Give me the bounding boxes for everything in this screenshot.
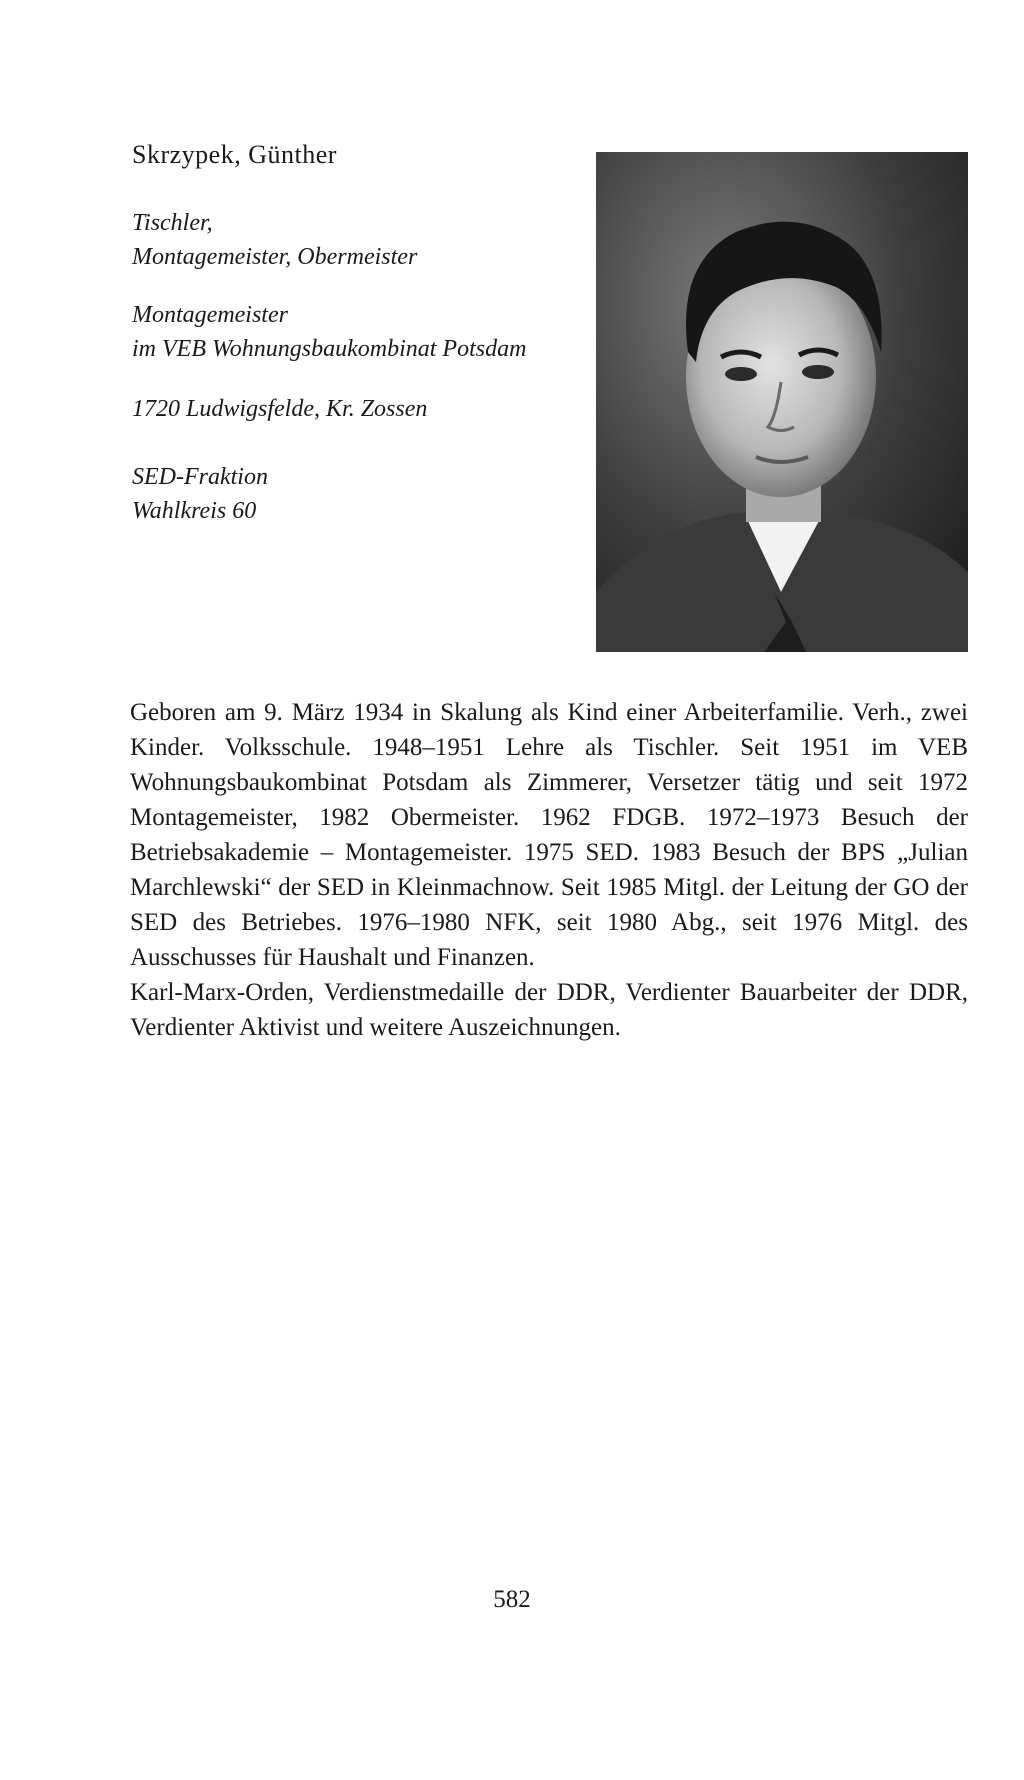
awards-paragraph: Karl-Marx-Orden, Verdienstmedaille der DDR, Verdienter Bauarbeiter der DDR, Verdienter Aktivist und weitere Auszeichnungen. bbox=[130, 979, 968, 1041]
constituency-line: Wahlkreis 60 bbox=[132, 498, 257, 524]
address-line: 1720 Ludwigsfelde, Kr. Zossen bbox=[132, 396, 428, 422]
profession-line: Montagemeister, Obermeister bbox=[132, 244, 418, 270]
person-name: Skrzypek, Günther bbox=[132, 140, 337, 169]
position-line: im VEB Wohnungsbaukombinat Potsdam bbox=[132, 336, 527, 362]
biography-paragraph: Geboren am 9. März 1934 in Skalung als Kind einer Arbeiterfamilie. Verh., zwei Kinder. Volksschule. 1948–1951 Lehre als Tischler. Seit 1951 im VEB Wohnungsbaukombinat Potsdam als Zimmerer, Versetzer tätig und seit 1972 Montagemeister, 1982 Obermeister. 1962 FDGB. 1972–1973 Besuch der Betriebsakademie – Montagemeister. 1975 SED. 1983 Besuch der BPS „Julian Marchlewski“ der SED in Kleinmachnow. Seit 1985 Mitgl. der Leitung der GO der SED des Betriebes. 1976–1980 NFK, seit 1980 Abg., seit 1976 Mitgl. des Ausschusses für Haushalt und Finanzen. bbox=[130, 699, 968, 971]
page-number: 582 bbox=[493, 1586, 531, 1613]
profession-line: Tischler, bbox=[132, 210, 213, 236]
fraction-block bbox=[132, 460, 268, 528]
biography-text bbox=[130, 695, 968, 1045]
position-block bbox=[132, 298, 526, 366]
professions-block bbox=[132, 206, 417, 274]
fraction-line: SED-Fraktion bbox=[132, 464, 268, 490]
portrait-photo bbox=[596, 152, 968, 652]
portrait-illustration bbox=[596, 152, 968, 652]
position-line: Montagemeister bbox=[132, 302, 288, 328]
